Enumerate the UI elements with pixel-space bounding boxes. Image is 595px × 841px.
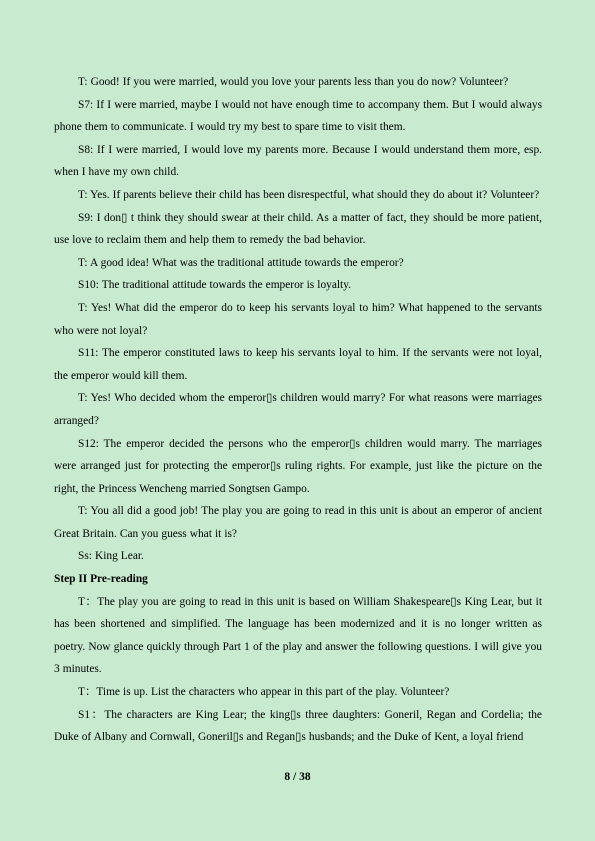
paragraph: T：Time is up. List the characters who appear in this part of the play. Volunteer? [78,686,450,699]
paragraph: T: You all did a good job! The play you are going to read in this unit is about an emperor of ancient Great Britain. Can you guess what it is? [54,505,542,540]
paragraph: Ss: King Lear. [78,550,144,563]
paragraph: T：The play you are going to read in this unit is based on William Shakespeare▯s King Lear, but it has been shortened and simplified. The language has been modernized and it is no longer written as poetry. Now glance quickly through Part 1 of the play and answer the following questions. I will give you 3 minutes. [54,595,542,676]
section-heading: Step II Pre-reading [54,573,148,586]
paragraph: T: Yes! What did the emperor do to keep his servants loyal to him? What happened to the servants who were not loyal? [54,301,542,337]
paragraph: S11: The emperor constituted laws to keep his servants loyal to him. If the servants were not loyal, the emperor would kill them. [54,347,542,382]
paragraph: S7: If I were married, maybe I would not have enough time to accompany them. But I would always phone them to communicate. I would try my best to spare time to visit them. [54,98,542,134]
document-body [54,71,542,749]
paragraph: T: Yes! Who decided whom the emperor▯s children would marry? For what reasons were marriages arranged? [54,392,542,427]
paragraph: S10: The traditional attitude towards the emperor is loyalty. [78,279,352,292]
paragraph: S12: The emperor decided the persons who the emperor▯s children would marry. The marriages were arranged just for protecting the emperor▯s ruling rights. For example, just like the picture on the right, the Princess Wencheng married Songtsen Gampo. [54,437,542,495]
paragraph: S1：The characters are King Lear; the king▯s three daughters: Goneril, Regan and Cordelia; the Duke of Albany and Cornwall, Goneril▯s and Regan▯s husbands; and the Duke of Kent, a loyal friend [54,708,542,744]
paragraph: T: Good! If you were married, would you love your parents less than you do now? Volunteer? [78,76,509,88]
page-number: 8 / 38 [284,771,311,783]
paragraph: S9: I don▯ t think they should swear at their child. As a matter of fact, they should be more patient, use love to reclaim them and help them to remedy the bad behavior. [54,211,542,247]
paragraph: T: A good idea! What was the traditional attitude towards the emperor? [78,256,404,269]
paragraph: T: Yes. If parents believe their child has been disrespectful, what should they do about it? Volunteer? [78,188,540,201]
paragraph: S8: If I were married, I would love my parents more. Because I would understand them more, esp. when I have my own child. [54,143,542,179]
